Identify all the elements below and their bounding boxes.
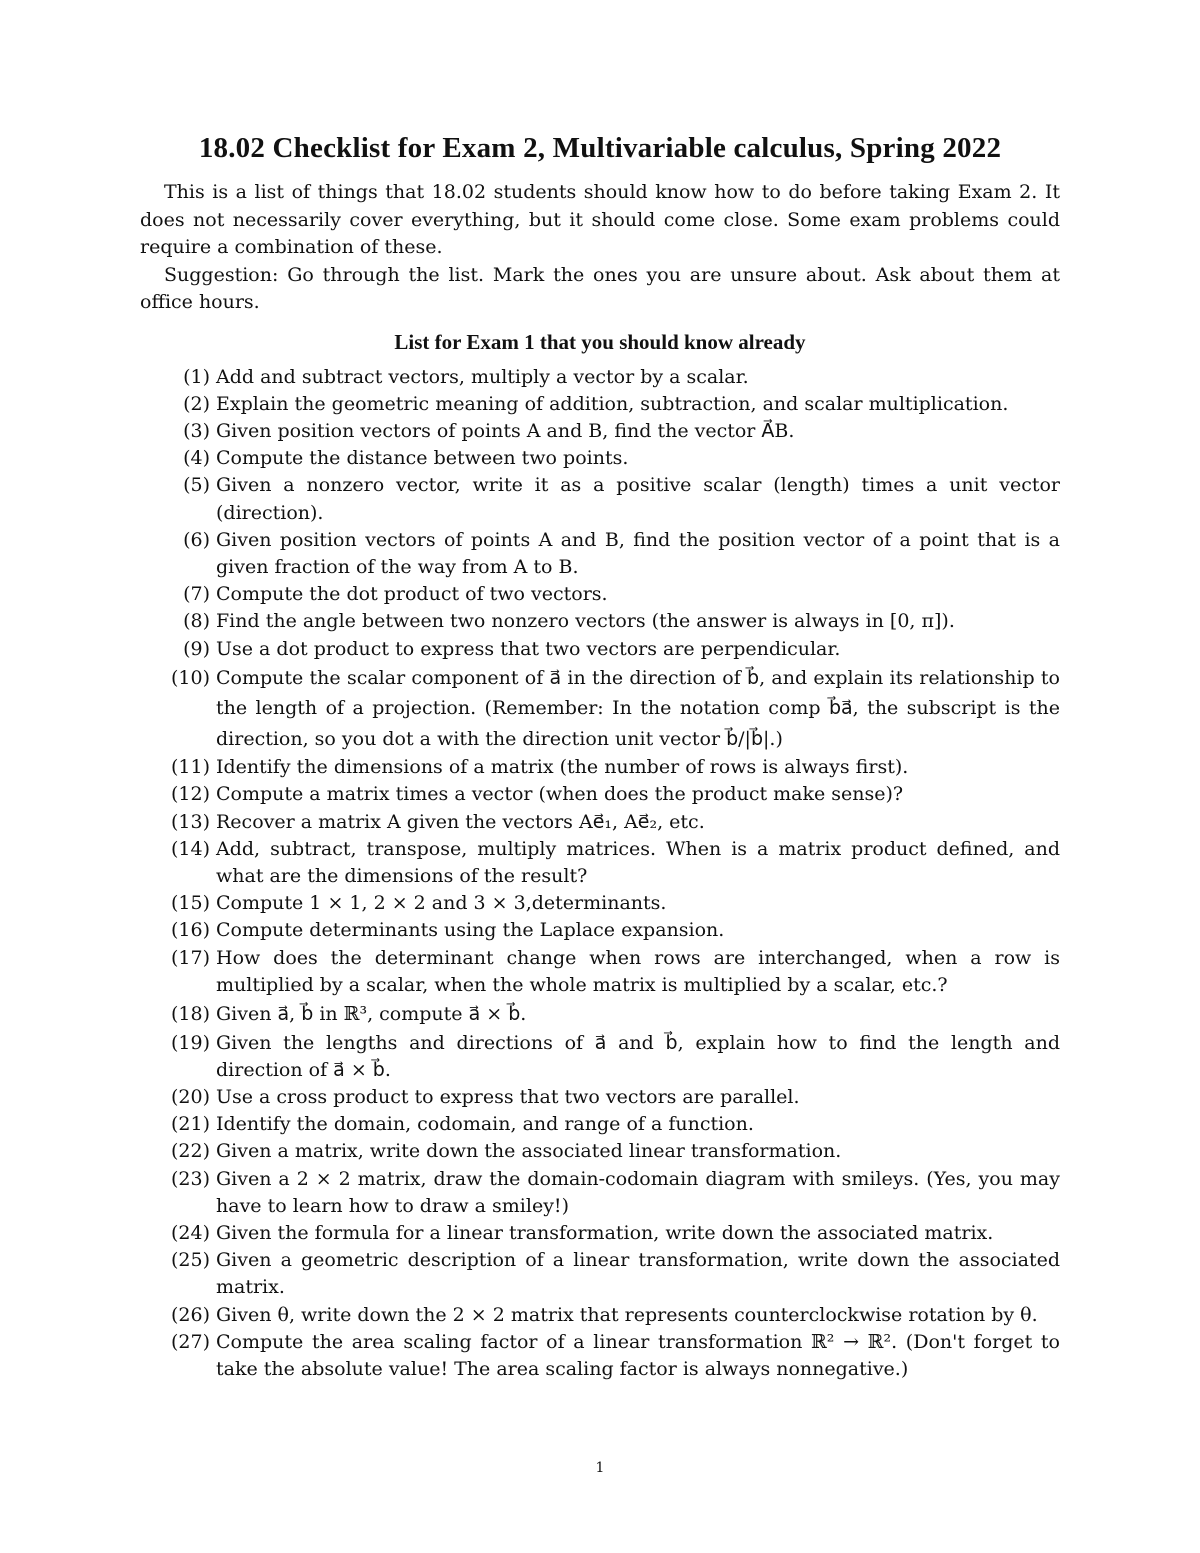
item-number: (8) — [183, 610, 210, 633]
item-text: Compute the dot product of two vectors. — [216, 583, 608, 606]
list-item — [140, 445, 1060, 472]
item-text: How does the determinant change when rows are interchanged, when a row is multiplied by a scalar, when the whole matrix is multiplied by a scalar, etc.? — [216, 946, 1060, 996]
list-item — [140, 1030, 1060, 1084]
item-number: (2) — [183, 392, 210, 415]
item-text: Given a matrix, write down the associated linear transformation. — [216, 1140, 842, 1163]
item-number: (4) — [183, 447, 210, 470]
item-number: (23) — [170, 1167, 210, 1190]
list-item — [140, 1247, 1060, 1301]
item-number: (1) — [183, 365, 210, 388]
document-page — [140, 132, 1060, 1383]
item-text: Compute the area scaling factor of a linear transformation ℝ² → ℝ². (Don't forget to take the absolute value! The area scaling factor is always nonnegative.) — [216, 1330, 1060, 1380]
list-item — [140, 917, 1060, 944]
item-text: Explain the geometric meaning of addition, subtraction, and scalar multiplication. — [216, 392, 1009, 415]
list-item — [140, 1220, 1060, 1247]
list-item — [140, 364, 1060, 391]
suggestion-paragraph: Suggestion: Go through the list. Mark the ones you are unsure about. Ask about them at office hours. — [140, 263, 1060, 313]
list-item — [140, 527, 1060, 581]
list-item — [140, 781, 1060, 808]
item-number: (24) — [170, 1221, 210, 1244]
item-text: Given the lengths and directions of a⃗ and b⃗, explain how to find the length and direction of a⃗ × b⃗. — [216, 1031, 1060, 1081]
item-text: Given a⃗, b⃗ in ℝ³, compute a⃗ × b⃗. — [216, 1003, 527, 1026]
item-number: (14) — [170, 837, 210, 860]
item-number: (13) — [170, 810, 210, 833]
list-item — [140, 472, 1060, 526]
item-text: Given a 2 × 2 matrix, draw the domain-codomain diagram with smileys. (Yes, you may have to learn how to draw a smiley!) — [216, 1167, 1060, 1217]
item-text: Identify the dimensions of a matrix (the number of rows is always first). — [216, 756, 909, 779]
list-item — [140, 999, 1060, 1030]
item-text: Use a dot product to express that two vectors are perpendicular. — [216, 637, 841, 660]
list-item — [140, 1329, 1060, 1383]
item-number: (11) — [170, 756, 210, 779]
item-number: (22) — [170, 1140, 210, 1163]
item-number: (20) — [170, 1085, 210, 1108]
list-item — [140, 418, 1060, 445]
intro-paragraph: This is a list of things that 18.02 students should know how to do before taking Exam 2. It does not necessarily cover everything, but it should come close. Some exam problems could require a combination of these. — [140, 181, 1060, 258]
item-number: (16) — [170, 919, 210, 942]
item-text: Compute the distance between two points. — [216, 447, 629, 470]
item-number: (26) — [170, 1303, 210, 1326]
item-text: Given position vectors of points A and B, find the vector A⃗B. — [216, 419, 795, 442]
item-number: (21) — [170, 1113, 210, 1136]
item-text: Compute determinants using the Laplace expansion. — [216, 919, 725, 942]
item-number: (9) — [183, 637, 210, 660]
list-item — [140, 581, 1060, 608]
list-item — [140, 836, 1060, 890]
list-item — [140, 1166, 1060, 1220]
item-text: Recover a matrix A given the vectors Ae⃗₁, Ae⃗₂, etc. — [216, 810, 705, 833]
item-number: (7) — [183, 583, 210, 606]
item-text: Add, subtract, transpose, multiply matrices. When is a matrix product defined, and what are the dimensions of the result? — [216, 837, 1060, 888]
list-item — [140, 636, 1060, 663]
item-text: Find the angle between two nonzero vectors (the answer is always in [0, π]). — [216, 610, 955, 633]
item-text: Add and subtract vectors, multiply a vector by a scalar. — [216, 365, 749, 388]
list-item — [140, 754, 1060, 781]
item-text: Compute 1 × 1, 2 × 2 and 3 × 3,determinants. — [216, 892, 667, 915]
item-number: (15) — [170, 892, 210, 915]
list-item — [140, 663, 1060, 755]
item-text: Given position vectors of points A and B, find the position vector of a point that is a given fraction of the way from A to B. — [216, 528, 1060, 578]
list-item — [140, 391, 1060, 418]
item-text: Compute a matrix times a vector (when does the product make sense)? — [216, 783, 904, 806]
list-item — [140, 890, 1060, 917]
item-number: (19) — [170, 1031, 210, 1054]
item-number: (17) — [170, 946, 210, 969]
item-text: Given the formula for a linear transformation, write down the associated matrix. — [216, 1221, 994, 1244]
list-item — [140, 1302, 1060, 1329]
item-text: Use a cross product to express that two vectors are parallel. — [216, 1085, 800, 1108]
page-title: 18.02 Checklist for Exam 2, Multivariable calculus, Spring 2022 — [198, 132, 1002, 164]
item-text: Given a geometric description of a linear transformation, write down the associated matrix. — [216, 1249, 1060, 1299]
list-item — [140, 809, 1060, 836]
item-number: (10) — [170, 666, 210, 689]
list-item — [140, 945, 1060, 999]
page-number: 1 — [595, 1460, 605, 1476]
item-number: (27) — [170, 1330, 210, 1353]
list-item — [140, 1084, 1060, 1111]
item-text: Given θ, write down the 2 × 2 matrix that represents counterclockwise rotation by θ. — [216, 1303, 1038, 1326]
list-item — [140, 1138, 1060, 1165]
list-item — [140, 608, 1060, 635]
item-number: (25) — [170, 1249, 210, 1272]
item-number: (3) — [183, 419, 210, 442]
item-number: (5) — [183, 474, 210, 497]
checklist — [140, 364, 1060, 1384]
item-number: (6) — [183, 528, 210, 551]
item-text: Identify the domain, codomain, and range of a function. — [216, 1113, 754, 1136]
item-text: Given a nonzero vector, write it as a positive scalar (length) times a unit vector (direction). — [216, 474, 1060, 524]
item-number: (18) — [170, 1003, 210, 1026]
item-text: Compute the scalar component of a⃗ in the direction of b⃗, and explain its relationship to the length of a projection. (Remember: In the notation comp b⃗a⃗, the subscript is the direction, so you dot a with the direction unit vector b⃗/|b⃗|.) — [216, 666, 1060, 750]
list-item — [140, 1111, 1060, 1138]
section-heading: List for Exam 1 that you should know already — [394, 329, 806, 354]
item-number: (12) — [170, 783, 210, 806]
